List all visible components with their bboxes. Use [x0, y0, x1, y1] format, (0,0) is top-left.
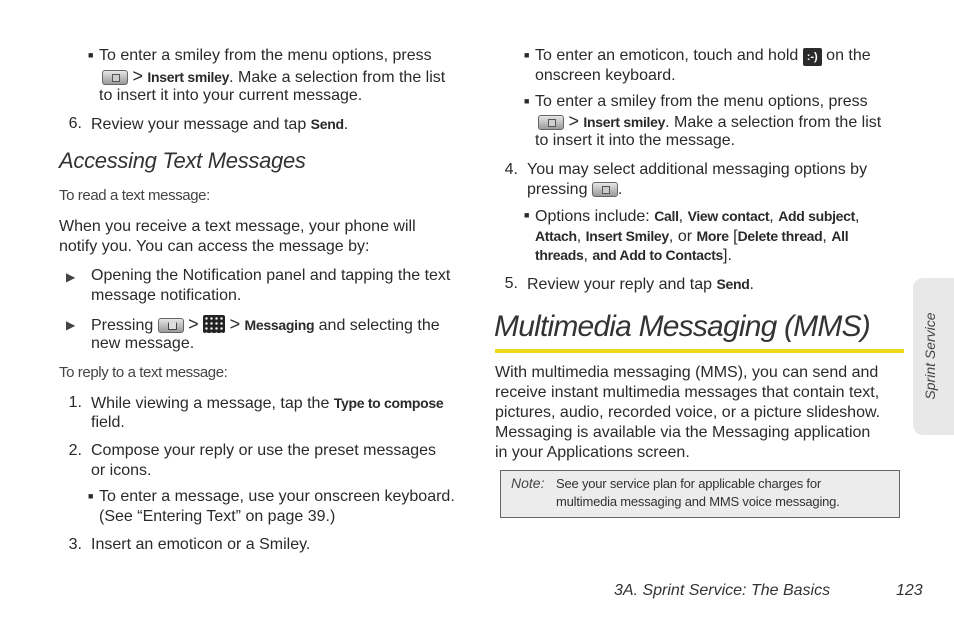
menu-key-icon — [538, 115, 564, 130]
step1-line2: field. — [91, 414, 125, 431]
type-to-compose-label: Type to compose — [333, 395, 444, 411]
home-key-icon — [158, 318, 184, 333]
mms-paragraph-line1: With multimedia messaging (MMS), you can send and — [495, 364, 879, 381]
insert-smiley-label: Insert smiley — [147, 69, 230, 85]
sub-bullet-line1: To enter a message, use your onscreen keyboard. — [99, 488, 455, 505]
options-include-line3: threads, and Add to Contacts]. — [535, 247, 732, 264]
right-smiley-line1: To enter a smiley from the menu options, press — [535, 93, 868, 110]
options-include-line1: Options include: Call, View contact, Add subject, — [535, 208, 860, 225]
note-box — [500, 470, 900, 518]
menu-key-icon — [102, 70, 128, 85]
footer-page-number: 123 — [896, 582, 923, 599]
note-text: See your service plan for applicable charges for multimedia messaging and MMS voice messaging. — [556, 476, 840, 509]
insert-smiley-label: Insert smiley — [583, 114, 666, 130]
messaging-label: Messaging — [244, 317, 315, 333]
intro-line1: When you receive a text message, your phone will — [59, 218, 416, 235]
emoticon-instruction-line2: onscreen keyboard. — [535, 67, 676, 84]
step2-line1: Compose your reply or use the preset messages — [91, 442, 437, 459]
menu-key-icon — [592, 182, 618, 197]
bullet-marker: ■ — [88, 491, 94, 501]
step-number: 6. — [68, 115, 82, 132]
options-include-line2: Attach, Insert Smiley, or More [Delete thread, All — [535, 228, 849, 245]
emoticon-instruction-line1: To enter an emoticon, touch and hold :-) on the — [535, 47, 871, 64]
section-title-mms: Multimedia Messaging (MMS) — [494, 310, 870, 343]
emoticon-key-icon: :-) — [803, 48, 822, 66]
step4-line1: You may select additional messaging options by — [527, 161, 868, 178]
footer-chapter: 3A. Sprint Service: The Basics — [614, 582, 831, 599]
mms-paragraph-line5: in your Applications screen. — [495, 444, 690, 461]
smiley-instruction-line3: to insert it into your current message. — [99, 87, 363, 104]
triangle-bullet-icon: ▶ — [66, 270, 76, 284]
mms-paragraph-line2: receive instant multimedia messages that contain text, — [495, 384, 880, 401]
applications-icon — [203, 315, 225, 333]
triangle-bullet-icon: ▶ — [66, 318, 76, 332]
option1-line1: Opening the Notification panel and tapping the text — [91, 267, 451, 284]
step1-line1: While viewing a message, tap the Type to compose — [91, 395, 444, 412]
sub-bullet-line2: (See “Entering Text” on page 39.) — [99, 508, 336, 525]
smiley-instruction-line1: To enter a smiley from the menu options, press — [99, 47, 432, 64]
option1-line2: message notification. — [91, 287, 242, 304]
section-title-accessing: Accessing Text Messages — [59, 148, 306, 173]
right-smiley-line2: > Insert smiley. Make a selection from the list — [538, 111, 881, 133]
mms-paragraph-line4: Messaging is available via the Messaging application — [495, 424, 871, 441]
note-label: Note: — [511, 475, 545, 491]
step-number: 2. — [68, 442, 82, 459]
side-tab-label: Sprint Service — [922, 312, 938, 400]
bullet-marker: ■ — [524, 96, 530, 106]
to-reply-heading: To reply to a text message: — [59, 364, 228, 381]
step-number: 1. — [68, 394, 82, 411]
step6-text: Review your message and tap Send. — [91, 116, 349, 133]
bullet-marker: ■ — [524, 210, 530, 220]
option2-line1: Pressing > > Messaging and selecting the — [91, 314, 440, 334]
section-divider — [495, 349, 904, 353]
step-number: 4. — [504, 161, 518, 178]
step4-line2: pressing . — [527, 181, 623, 198]
step5-text: Review your reply and tap Send. — [527, 276, 754, 293]
intro-line2: notify you. You can access the message by: — [59, 238, 370, 255]
step3-text: Insert an emoticon or a Smiley. — [91, 536, 311, 553]
bullet-marker: ■ — [524, 50, 530, 60]
option2-line2: new message. — [91, 335, 195, 352]
step-number: 3. — [68, 536, 82, 553]
bullet-marker: ■ — [88, 50, 94, 60]
mms-paragraph-line3: pictures, audio, recorded voice, or a picture slideshow. — [495, 404, 881, 421]
right-smiley-line3: to insert it into the message. — [535, 132, 736, 149]
to-read-heading: To read a text message: — [59, 187, 210, 204]
step-number: 5. — [504, 275, 518, 292]
smiley-instruction-line2: > Insert smiley. Make a selection from the list — [102, 66, 445, 88]
step2-line2: or icons. — [91, 462, 152, 479]
